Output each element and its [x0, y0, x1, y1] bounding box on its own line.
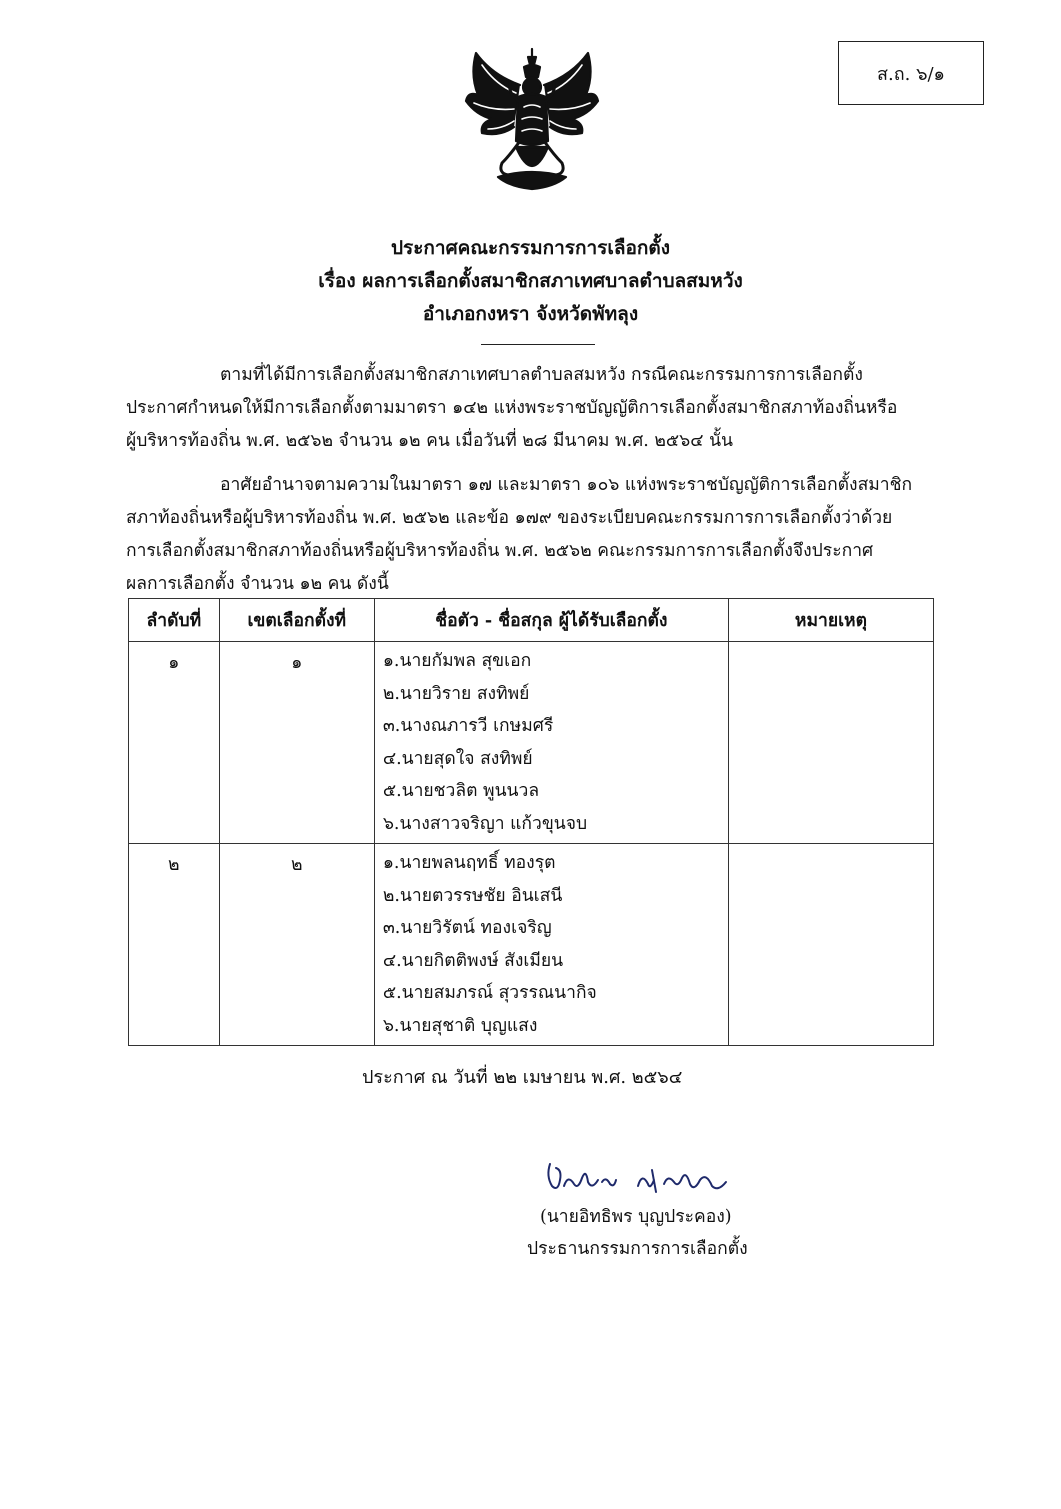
- zone-cell: ๑: [219, 642, 374, 844]
- note-cell: [728, 844, 933, 1046]
- paragraph-line: ประกาศกำหนดให้มีการเลือกตั้งตามมาตรา ๑๔๒ แห่งพระราชบัญญัติการเลือกตั้งสมาชิกสภาท้องถิ่นหรือ: [126, 398, 898, 418]
- election-results-table: [128, 598, 934, 1046]
- announcement-title: ประกาศคณะกรรมการการเลือกตั้ง: [390, 237, 671, 259]
- elected-names-list: [375, 642, 728, 843]
- paragraph-line: ตามที่ได้มีการเลือกตั้งสมาชิกสภาเทศบาลตำบลสมหวัง กรณีคณะกรรมการการเลือกตั้ง: [220, 365, 863, 385]
- list-item: ๔.นายสุดใจ สงทิพย์: [382, 748, 533, 769]
- table-row: [129, 642, 934, 844]
- signature-icon: [540, 1156, 740, 1200]
- list-item: ๕.นายชวลิต พูนนวล: [382, 781, 540, 801]
- list-item: ๒.นายตวรรษชัย อินเสนี: [382, 885, 563, 906]
- table-header-row: [129, 599, 934, 642]
- header-order: ลำดับที่: [129, 599, 220, 642]
- list-item: ๖.นางสาวจริญา แก้วขุนจบ: [382, 813, 588, 834]
- header-note: หมายเหตุ: [728, 599, 933, 642]
- note-cell: [728, 642, 933, 844]
- list-item: ๓.นางณภารวี เกษมศรี: [382, 716, 554, 736]
- heading-divider: [481, 344, 595, 345]
- signer-name: (นายอิทธิพร บุญประคอง): [540, 1207, 732, 1227]
- paragraph-line: ผลการเลือกตั้ง จำนวน ๑๒ คน ดังนี้: [126, 574, 389, 594]
- list-item: ๑.นายพลนฤทธิ์ ทองรุต: [382, 853, 556, 873]
- announcement-date: ประกาศ ณ วันที่ ๒๒ เมษายน พ.ศ. ๒๕๖๔: [362, 1067, 683, 1088]
- announcement-subject: เรื่อง ผลการเลือกตั้งสมาชิกสภาเทศบาลตำบลสมหวัง: [318, 270, 743, 292]
- list-item: ๕.นายสมภรณ์ สุวรรณนากิจ: [382, 983, 597, 1003]
- announcement-location: อำเภอกงหรา จังหวัดพัทลุง: [422, 303, 639, 325]
- names-cell: [374, 642, 728, 844]
- table-row: [129, 844, 934, 1046]
- order-cell: ๒: [129, 844, 220, 1046]
- list-item: ๒.นายวิราย สงทิพย์: [382, 683, 530, 704]
- paragraph-line: การเลือกตั้งสมาชิกสภาท้องถิ่นหรือผู้บริหารท้องถิ่น พ.ศ. ๒๕๖๒ คณะกรรมการการเลือกตั้งจึงประกาศ: [126, 541, 874, 561]
- form-code-box: ส.ถ. ๖/๑: [838, 41, 984, 105]
- header-zone: เขตเลือกตั้งที่: [219, 599, 374, 642]
- order-cell: ๑: [129, 642, 220, 844]
- paragraph-line: ผู้บริหารท้องถิ่น พ.ศ. ๒๕๖๒ จำนวน ๑๒ คน เมื่อวันที่ ๒๘ มีนาคม พ.ศ. ๒๕๖๔ นั้น: [126, 431, 733, 451]
- list-item: ๓.นายวิรัตน์ ทองเจริญ: [382, 918, 552, 938]
- elected-names-list: [375, 844, 728, 1045]
- signer-title: ประธานกรรมการการเลือกตั้ง: [527, 1239, 748, 1259]
- paragraph-background: [126, 359, 934, 458]
- list-item: ๔.นายกิตติพงษ์ สังเมียน: [382, 950, 564, 971]
- header-name: ชื่อตัว - ชื่อสกุล ผู้ได้รับเลือกตั้ง: [374, 599, 728, 642]
- paragraph-line: อาศัยอำนาจตามความในมาตรา ๑๗ และมาตรา ๑๐๖ แห่งพระราชบัญญัติการเลือกตั้งสมาชิก: [220, 475, 913, 495]
- zone-cell: ๒: [219, 844, 374, 1046]
- paragraph-authority: [126, 469, 934, 601]
- list-item: ๑.นายกัมพล สุขเอก: [382, 651, 532, 671]
- list-item: ๖.นายสุชาติ บุญแสง: [382, 1015, 538, 1036]
- paragraph-line: สภาท้องถิ่นหรือผู้บริหารท้องถิ่น พ.ศ. ๒๕๖๒ และข้อ ๑๗๙ ของระเบียบคณะกรรมการการเลือกตั้งว่าด้วย: [126, 508, 893, 528]
- garuda-emblem-icon: [462, 45, 602, 193]
- names-cell: [374, 844, 728, 1046]
